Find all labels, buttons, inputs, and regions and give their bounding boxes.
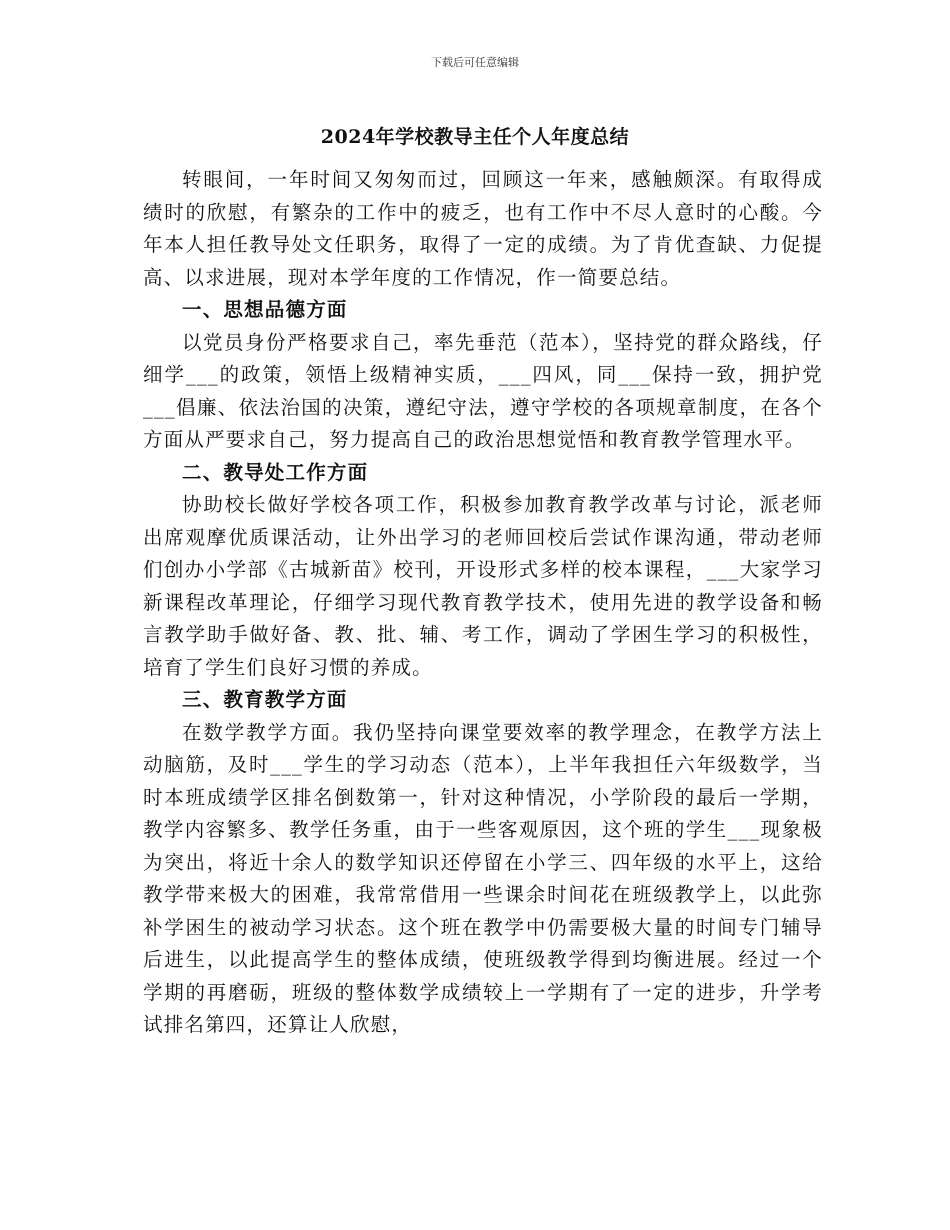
section-paragraph-academic-affairs: 协助校长做好学校各项工作，积极参加教育教学改革与讨论，派老师出席观摩优质课活动，让外出学习的老师回校后尝试作课沟通，带动老师们创办小学部《古城新苗》校刊，开设形式多样的校本课程，___大家学习新课程改革理论，仔细学习现代教育教学技术，使用先进的教学设备和畅言教学助手做好备、教、批、辅、考工作，调动了学困生学习的积极性，培育了学生们良好习惯的养成。 bbox=[143, 493, 823, 679]
section-paragraph-ideology: 以党员身份严格要求自己，率先垂范（范本），坚持党的群众路线，仔细学___的政策，领悟上级精神实质，___四风，同___保持一致，拥护党___倡廉、依法治国的决策，遵纪守法，遵守学校的各项规章制度，在各个方面从严要求自己，努力提高自己的政治思想觉悟和教育教学管理水平。 bbox=[143, 330, 823, 451]
intro-paragraph: 转眼间，一年时间又匆匆而过，回顾这一年来，感触颇深。有取得成绩时的欣慰，有繁杂的工作中的疲乏，也有工作中不尽人意时的心酸。今年本人担任教导处文任职务，取得了一定的成绩。为了肯优查缺、力促提高、以求进展，现对本学年度的工作情况，作一简要总结。 bbox=[143, 168, 823, 289]
section-heading-academic-affairs: 二、教导处工作方面 bbox=[182, 460, 369, 484]
section-heading-teaching: 三、教育教学方面 bbox=[182, 688, 348, 711]
document-body bbox=[143, 164, 823, 1042]
document-title: 2024年学校教导主任个人年度总结 bbox=[320, 126, 630, 148]
section-paragraph-teaching: 在数学教学方面。我仍坚持向课堂要效率的教学理念，在教学方法上动脑筋，及时___学生的学习动态（范本），上半年我担任六年级数学，当时本班成绩学区排名倒数第一，针对这种情况，小学阶段的最后一学期，教学内容繁多、教学任务重，由于一些客观原因，这个班的学生___现象极为突出，将近十余人的数学知识还停留在小学三、四年级的水平上，这给教学带来极大的困难，我常常借用一些课余时间花在班级教学上，以此弥补学困生的被动学习状态。这个班在教学中仍需要极大量的时间专门辅导后进生，以此提高学生的整体成绩，使班级教学得到均衡进展。经过一个学期的再磨砺，班级的整体数学成绩较上一学期有了一定的进步，升学考试排名第四，还算让人欣慰， bbox=[143, 720, 823, 1036]
section-heading-ideology: 一、思想品德方面 bbox=[182, 298, 348, 321]
header-note: 下载后可任意编辑 bbox=[431, 56, 519, 69]
